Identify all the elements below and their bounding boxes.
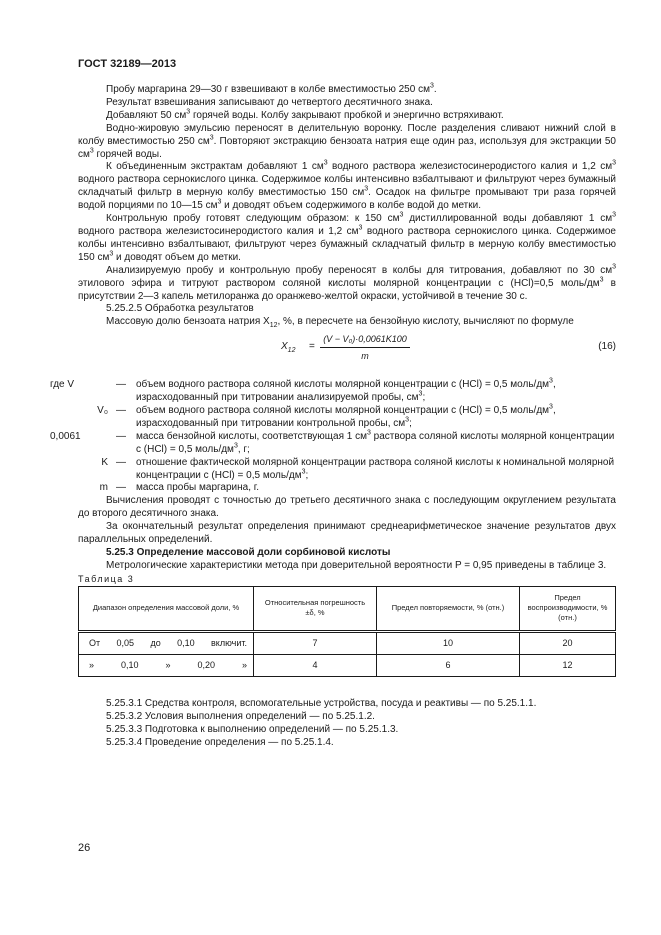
definition-item (50, 457, 616, 483)
formula-16 (78, 333, 616, 375)
subsections-list (78, 697, 616, 749)
paragraph: Добавляют 50 $см^3$ горячей воды. Колбу закрывают пробкой и энергично встряхивают. (106, 108, 504, 121)
definition-item (50, 431, 616, 457)
table-cell: 10 (377, 631, 520, 654)
definitions-list (50, 377, 616, 495)
table-header-cell: Диапазон определения массовой доли, % (79, 586, 254, 631)
paragraph: Пробу маргарина 29—30 г взвешивают в колбе вместимостью 250 $см^3$. (106, 82, 437, 95)
paragraph: За окончательный результат определения принимают среднеарифметическое значение результатов двух параллельных определений. (78, 521, 616, 546)
formula-number: (16) (598, 341, 616, 353)
table-cell: 7 (254, 631, 377, 654)
table-caption: Таблица 3 (78, 573, 135, 584)
subsection-item: 5.25.3.2 Условия выполнения определений — по 5.25.1.2. (106, 710, 375, 722)
definition-symbol: 0,0061 (50, 430, 81, 442)
section-heading: 5.25.3 Определение массовой доли сорбиновой кислоты (106, 547, 391, 558)
formula-lhs: $X_{12}$ (281, 341, 296, 355)
table-header-row (79, 586, 616, 631)
paragraph: Контрольную пробу готовят следующим образом: к 150 $см^3$ дистиллированной воды добавляют 1 $см^3$ водного раствора железистосинеродистого калия и 1,2 $см^3$ водного раствора сернокислого цинка. Содержимое колбы интенсивно взбалтывают, фильтруют через бумажный складчатый фильтр в мерную колбу вместимостью 150 $см^3$ и доводят объем до метки. (78, 211, 616, 263)
table-header-cell: Предел воспроизводимости, % (отн.) (520, 586, 616, 631)
paragraph: К объединенным экстрактам добавляют 1 $см^3$ водного раствора железистосинеродистого калия и 1,2 $см^3$ водного раствора сернокислого цинка. Содержимое колбы интенсивно взбалтывают и фильтруют через бумажный складчатый фильтр в мерную колбу вместимостью 150 $см^3$. Осадок на фильтре промывают три раза горячей водой порциями по 10—15 $см^3$ и доводят объем содержимого в колбе водой до метки. (78, 160, 616, 212)
table-cell: 20 (520, 631, 616, 654)
definition-dash: — (116, 430, 126, 442)
table-cell-range: От 0,05 до 0,10 включит. (79, 631, 254, 654)
paragraph: Вычисления проводят с точностью до третьего десятичного знака с последующим округлением результата до второго десятичного знака. (78, 495, 616, 520)
definition-text: объем водного раствора соляной кислоты молярной концентрации с (HCl) = 0,5 моль/$дм^3$, израсходованный при титровании анализируемой пробы, $см^3$; (136, 377, 556, 404)
paragraph: Результат взвешивания записывают до четвертого десятичного знака. (106, 96, 433, 108)
table-cell: 6 (377, 654, 520, 676)
table-cell: 4 (254, 654, 377, 676)
definition-item (50, 379, 616, 405)
definition-text: масса бензойной кислоты, соответствующая 1 $см^3$ раствора соляной кислоты молярной концентрации с (HCl) = 0,5 моль/$дм^3$, г; (136, 429, 615, 455)
table-row (79, 654, 616, 676)
definition-item (50, 405, 616, 431)
page-number: 26 (78, 842, 91, 854)
definition-text: объем водного раствора соляной кислоты молярной концентрации с (HCl) = 0,5 моль/$дм^3$, израсходованный при титровании контрольной пробы, $см^3$; (136, 403, 556, 429)
definition-symbol: V₀ (97, 405, 108, 417)
definition-symbol: K (101, 456, 108, 468)
table-cell: 12 (520, 654, 616, 676)
formula-denominator: m (361, 351, 369, 362)
paragraph: Метрологические характеристики метода при доверительной вероятности P = 0,95 приведены в таблице 3. (106, 559, 607, 571)
main-text (50, 82, 616, 749)
definition-dash: — (116, 379, 126, 391)
definition-text: отношение фактической молярной концентрации раствора соляной кислоты к номинальной молярной концентрации с (HCl) = 0,5 моль/$дм^3$; (136, 456, 615, 481)
definition-dash: — (116, 405, 126, 417)
formula-equals: = (309, 341, 315, 353)
paragraph: Водно-жировую эмульсию переносят в делительную воронку. После разделения сливают нижний слой в колбу вместимостью 250 $см^3$. Повторяют экстракцию бензоата натрия еще один раз, используя для экстракции 50 $см^3$ горячей воды. (78, 122, 616, 160)
subsection-item: 5.25.3.3 Подготовка к выполнению определений — по 5.25.1.3. (106, 723, 399, 735)
subsection-item: 5.25.3.1 Средства контроля, вспомогательные устройства, посуда и реактивы — по 5.25.1.1. (106, 697, 537, 709)
definition-symbol: где V (50, 379, 75, 391)
paragraph: Анализируемую пробу и контрольную пробу переносят в колбы для титрования, добавляют по 30 $см^3$ этилового эфира и титруют раствором соляной кислоты молярной концентрации с (HCl)=0,5 моль/$дм^3$ в присутствии 2—3 капель метилоранжа до оранжево-желтой окраски, устойчивой в течение 30 с. (78, 263, 616, 302)
subsection-title: 5.25.2.5 Обработка результатов (106, 303, 254, 315)
table-row (79, 631, 616, 654)
definition-dash: — (116, 456, 126, 468)
definition-dash: — (116, 482, 126, 494)
table-header-cell: Предел повторяемости, % (отн.) (377, 586, 520, 631)
formula-numerator: (V − V₀)·0,0061K100 (320, 333, 410, 348)
table-cell-range: » 0,10 » 0,20 » (79, 654, 254, 676)
paragraph: Массовую долю бензоата натрия $X_{12}$, %, в пересчете на бензойную кислоту, вычисляют по формуле (106, 316, 574, 330)
definition-item (50, 482, 616, 495)
definition-text: масса пробы маргарина, г. (136, 482, 259, 494)
formula-fraction (320, 333, 410, 363)
subsection-item: 5.25.3.4 Проведение определения — по 5.25.1.4. (106, 736, 334, 748)
document-header: ГОСТ 32189—2013 (78, 58, 177, 70)
definition-symbol: m (99, 482, 108, 494)
table-header-cell: Относительная погрешность ±δ, % (254, 586, 377, 631)
table-3 (78, 586, 616, 677)
